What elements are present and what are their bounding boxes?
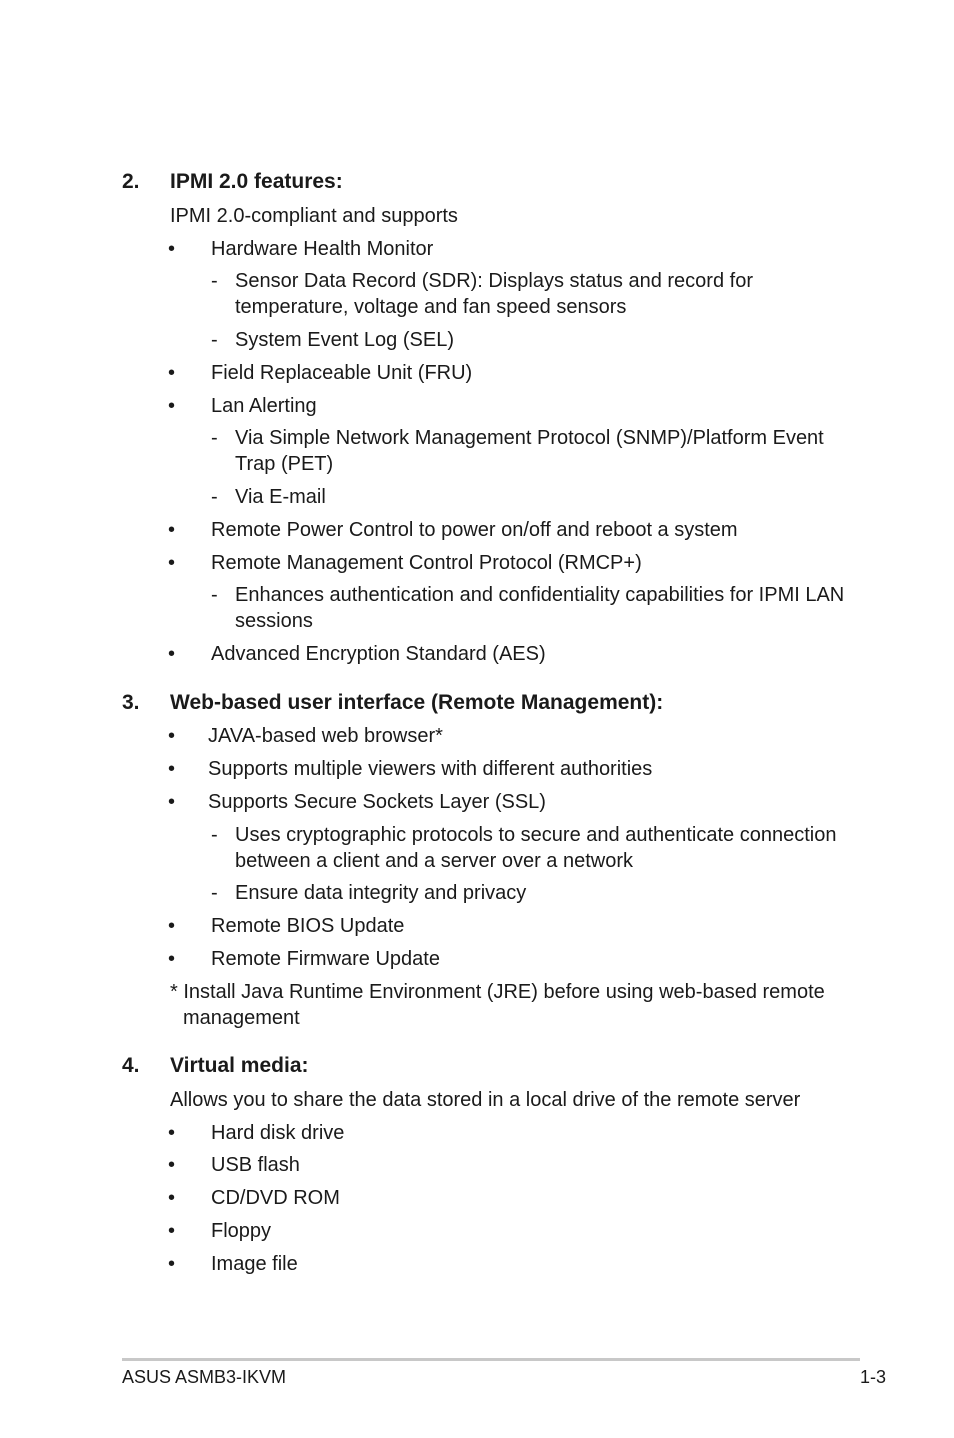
sub-item: System Event Log (SEL) [235,329,454,351]
sub-item: Enhances authentication and confidentiality capabilities for IPMI LAN [235,584,845,606]
bullet-marker: • [168,1122,176,1144]
dash-marker: - [211,427,218,449]
list-item: Remote BIOS Update [211,915,405,937]
list-item: CD/DVD ROM [211,1187,340,1209]
list-item: Remote Power Control to power on/off and reboot a system [211,519,738,541]
bullet-marker: • [168,1154,176,1176]
sub-item: Uses cryptographic protocols to secure and authenticate connection [235,824,837,846]
dash-marker: - [211,882,218,904]
bullet-marker: • [168,915,176,937]
section-title: Virtual media: [170,1054,309,1077]
list-item: JAVA-based web browser* [208,725,443,747]
list-item: Lan Alerting [211,395,317,417]
sub-item: Sensor Data Record (SDR): Displays status and record for [235,270,753,292]
bullet-marker: • [168,395,176,417]
sub-item-continued: between a client and a server over a network [235,850,633,872]
bullet-marker: • [168,643,176,665]
bullet-marker: • [168,238,176,260]
page-number: 1-3 [859,1367,886,1387]
sub-item: Via Simple Network Management Protocol (SNMP)/Platform Event [235,427,824,449]
list-item: Supports multiple viewers with different authorities [208,758,653,780]
list-item: USB flash [211,1154,300,1176]
sub-item-continued: sessions [235,610,313,632]
list-item: Hard disk drive [211,1122,345,1144]
sub-item-continued: temperature, voltage and fan speed sensors [235,296,627,318]
section-title: Web-based user interface (Remote Management): [170,691,664,714]
dash-marker: - [211,584,218,606]
sub-item-continued: Trap (PET) [235,453,334,475]
list-item: Field Replaceable Unit (FRU) [211,362,473,384]
dash-marker: - [211,824,218,846]
section-number: 3. [122,691,140,714]
bullet-marker: • [168,519,176,541]
bullet-marker: • [168,362,176,384]
list-item: Image file [211,1253,298,1275]
sub-item: Via E-mail [235,486,326,508]
list-item: Supports Secure Sockets Layer (SSL) [208,791,546,813]
bullet-marker: • [168,948,176,970]
bullet-marker: • [168,1253,176,1275]
section-number: 4. [122,1054,140,1077]
bullet-marker: • [168,725,176,747]
sub-item: Ensure data integrity and privacy [235,882,527,904]
list-item: Remote Management Control Protocol (RMCP+) [211,552,642,574]
list-item: Floppy [211,1220,272,1242]
bullet-marker: • [168,758,176,780]
dash-marker: - [211,270,218,292]
list-item: Remote Firmware Update [211,948,440,970]
section-intro: Allows you to share the data stored in a local drive of the remote server [170,1089,801,1111]
bullet-marker: • [168,1220,176,1242]
footer-divider [122,1358,860,1361]
dash-marker: - [211,329,218,351]
footnote-continued: management [183,1007,300,1029]
bullet-marker: • [168,791,176,813]
section-number: 2. [122,170,140,193]
dash-marker: - [211,486,218,508]
list-item: Hardware Health Monitor [211,238,434,260]
bullet-marker: • [168,1187,176,1209]
footnote: * Install Java Runtime Environment (JRE) before using web-based remote [170,981,825,1003]
footer-product-name: ASUS ASMB3-IKVM [122,1367,287,1387]
list-item: Advanced Encryption Standard (AES) [211,643,546,665]
bullet-marker: • [168,552,176,574]
section-intro: IPMI 2.0-compliant and supports [170,205,458,227]
section-title: IPMI 2.0 features: [170,170,343,193]
